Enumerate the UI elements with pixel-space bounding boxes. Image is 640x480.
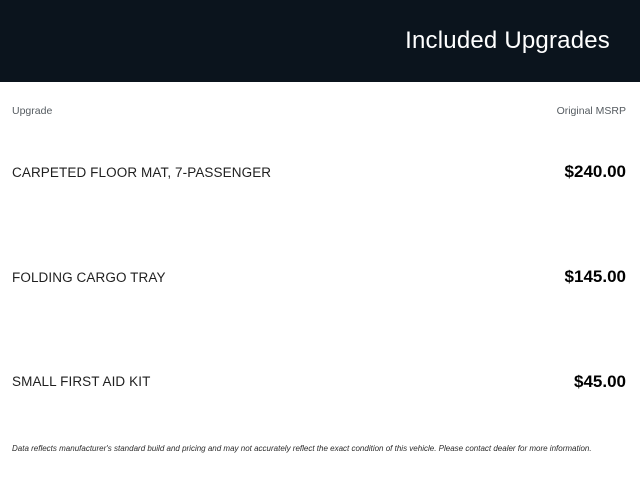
disclaimer-text: Data reflects manufacturer's standard build and pricing and may not accurately reflect the exact condition of this vehicle. Please contact dealer for more information. bbox=[12, 444, 592, 453]
table-row bbox=[0, 225, 640, 330]
upgrade-name: SMALL FIRST AID KIT bbox=[12, 374, 151, 390]
upgrade-name: CARPETED FLOOR MAT, 7-PASSENGER bbox=[12, 164, 272, 180]
page-header bbox=[0, 0, 640, 82]
upgrade-price: $145.00 bbox=[564, 267, 626, 286]
table-column-headers bbox=[0, 82, 640, 120]
column-header-upgrade: Upgrade bbox=[12, 104, 53, 117]
upgrade-price: $240.00 bbox=[564, 162, 626, 182]
table-row bbox=[0, 329, 640, 434]
column-header-original-msrp: Original MSRP bbox=[556, 104, 626, 117]
table-row bbox=[0, 120, 640, 225]
page-title: Included Upgrades bbox=[405, 27, 610, 54]
upgrade-price: $45.00 bbox=[574, 371, 626, 391]
upgrades-list bbox=[0, 120, 640, 434]
upgrade-name: FOLDING CARGO TRAY bbox=[12, 269, 166, 285]
